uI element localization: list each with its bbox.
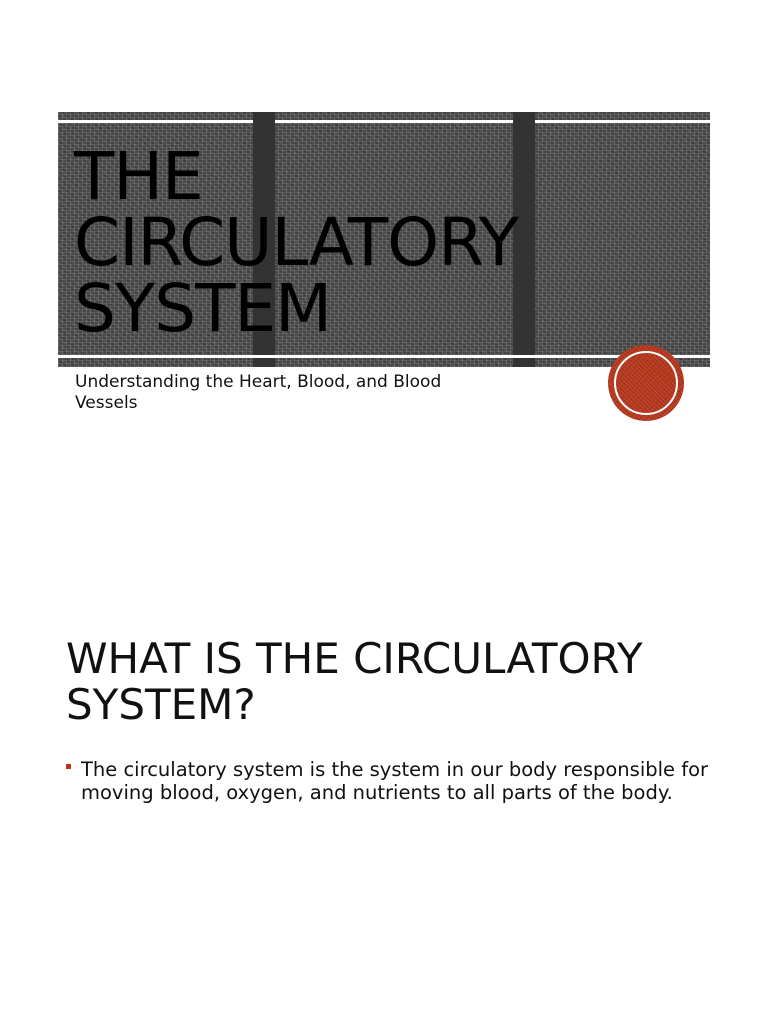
banner-bottom-rule xyxy=(58,355,710,358)
decorative-seal-icon xyxy=(608,345,684,421)
bullet-item xyxy=(66,758,716,804)
square-bullet-icon xyxy=(66,764,71,769)
slide-title-line: THE xyxy=(74,138,203,215)
banner-top-rule xyxy=(58,120,710,123)
bullet-list xyxy=(66,758,716,804)
slide-title xyxy=(74,138,694,347)
slide-subtitle: Understanding the Heart, Blood, and Blood Vessels xyxy=(75,372,442,413)
slide-title-line: SYSTEM xyxy=(74,270,332,347)
slide-title-line: CIRCULATORY xyxy=(74,204,519,281)
content-slide xyxy=(0,512,768,1024)
seal-ring xyxy=(614,351,678,415)
bullet-text: The circulatory system is the system in our body responsible for moving blood, oxygen, and nutrients to all parts of the body. xyxy=(81,758,709,804)
content-slide-title: WHAT IS THE CIRCULATORY SYSTEM? xyxy=(66,634,643,729)
